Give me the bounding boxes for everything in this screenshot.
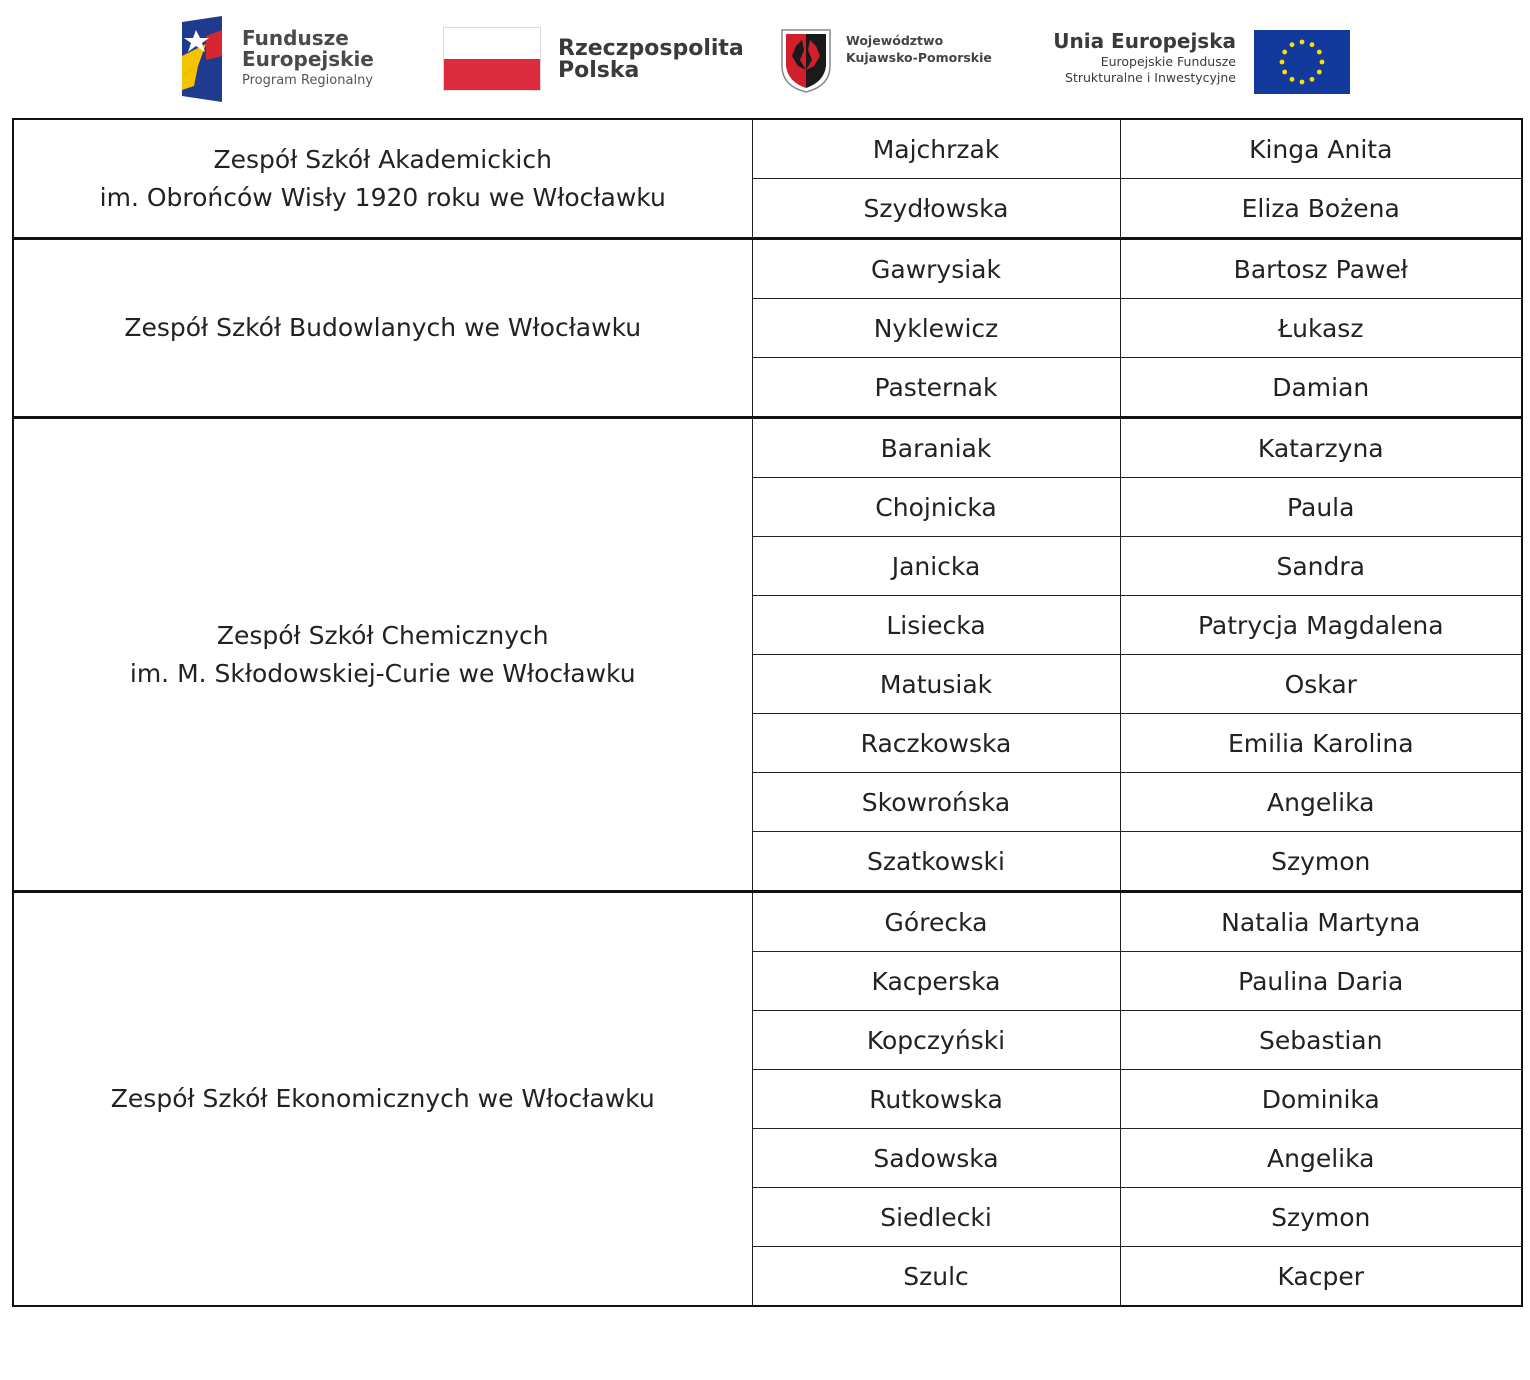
fe-line3: Program Regionalny <box>242 73 373 88</box>
school-name-line: Zespół Szkół Akademickich <box>213 144 552 174</box>
surname-cell: Siedlecki <box>752 1188 1120 1247</box>
first-names-cell: Damian <box>1120 358 1522 418</box>
first-names-cell: Bartosz Paweł <box>1120 239 1522 299</box>
first-names-cell: Sebastian <box>1120 1011 1522 1070</box>
surname-cell: Baraniak <box>752 418 1120 478</box>
student-table <box>12 118 1523 1307</box>
eu-star-icon <box>1282 50 1287 55</box>
school-name-line: Zespół Szkół Chemicznych <box>216 620 549 650</box>
surname-cell: Szatkowski <box>752 832 1120 892</box>
eu-star-icon <box>1290 77 1295 82</box>
first-names-cell: Szymon <box>1120 1188 1522 1247</box>
surname-cell: Szulc <box>752 1247 1120 1307</box>
first-names-cell: Patrycja Magdalena <box>1120 596 1522 655</box>
table-row <box>13 119 1522 179</box>
first-names-cell: Kacper <box>1120 1247 1522 1307</box>
first-names-cell: Paulina Daria <box>1120 952 1522 1011</box>
kujawsko-pomorskie-crest-icon <box>778 26 834 94</box>
school-name-cell <box>13 119 752 239</box>
eu-star-icon <box>1290 42 1295 47</box>
surname-cell: Gawrysiak <box>752 239 1120 299</box>
eu-star-icon <box>1300 80 1305 85</box>
rp-line2: Polska <box>558 58 640 83</box>
table-row <box>13 239 1522 299</box>
surname-cell: Szydłowska <box>752 179 1120 239</box>
kp-line1: Województwo <box>846 33 944 48</box>
school-name-cell <box>13 418 752 892</box>
eu-star-icon <box>1300 40 1305 45</box>
wojewodztwo-text <box>846 32 992 66</box>
fundusze-europejskie-icon <box>176 16 228 102</box>
first-names-cell: Oskar <box>1120 655 1522 714</box>
first-names-cell: Szymon <box>1120 832 1522 892</box>
surname-cell: Lisiecka <box>752 596 1120 655</box>
eu-flag-icon <box>1254 30 1350 94</box>
surname-cell: Kacperska <box>752 952 1120 1011</box>
school-name-line: Zespół Szkół Budowlanych we Włocławku <box>124 313 642 342</box>
school-name-line: im. Obrońców Wisły 1920 roku we Włocławku <box>99 182 666 212</box>
fe-line1: Fundusze <box>242 26 349 50</box>
kp-line2: Kujawsko-Pomorskie <box>846 50 992 65</box>
surname-cell: Raczkowska <box>752 714 1120 773</box>
logo-bar <box>0 0 1530 118</box>
eu-star-icon <box>1310 42 1315 47</box>
school-name-cell <box>13 239 752 418</box>
surname-cell: Górecka <box>752 892 1120 952</box>
school-name-cell <box>13 892 752 1307</box>
ue-line2: Europejskie Fundusze <box>1100 54 1236 69</box>
first-names-cell: Angelika <box>1120 1129 1522 1188</box>
fe-line2: Europejskie <box>242 47 374 71</box>
student-table-body <box>13 119 1522 1306</box>
surname-cell: Sadowska <box>752 1129 1120 1188</box>
first-names-cell: Kinga Anita <box>1120 119 1522 179</box>
surname-cell: Kopczyński <box>752 1011 1120 1070</box>
rzeczpospolita-polska-logo <box>444 28 744 94</box>
surname-cell: Chojnicka <box>752 478 1120 537</box>
school-name-line: Zespół Szkół Ekonomicznych we Włocławku <box>110 1084 655 1113</box>
wojewodztwo-logo <box>778 26 1018 96</box>
surname-cell: Janicka <box>752 537 1120 596</box>
surname-cell: Matusiak <box>752 655 1120 714</box>
table-row <box>13 418 1522 478</box>
eu-star-icon <box>1320 60 1325 65</box>
unia-europejska-text <box>1053 28 1236 86</box>
fundusze-europejskie-logo <box>176 14 396 104</box>
first-names-cell: Emilia Karolina <box>1120 714 1522 773</box>
surname-cell: Nyklewicz <box>752 299 1120 358</box>
eu-star-icon <box>1317 50 1322 55</box>
surname-cell: Skowrońska <box>752 773 1120 832</box>
first-names-cell: Łukasz <box>1120 299 1522 358</box>
table-row <box>13 892 1522 952</box>
eu-star-icon <box>1317 70 1322 75</box>
school-name-line: im. M. Skłodowskiej-Curie we Włocławku <box>129 658 636 688</box>
fundusze-europejskie-text <box>242 28 374 92</box>
eu-star-icon <box>1310 77 1315 82</box>
surname-cell: Majchrzak <box>752 119 1120 179</box>
eu-star-icon <box>1282 70 1287 75</box>
first-names-cell: Katarzyna <box>1120 418 1522 478</box>
polish-flag-icon <box>444 28 540 90</box>
first-names-cell: Paula <box>1120 478 1522 537</box>
first-names-cell: Eliza Bożena <box>1120 179 1522 239</box>
rzeczpospolita-text <box>558 38 744 82</box>
ue-line3: Strukturalne i Inwestycyjne <box>1065 70 1236 85</box>
first-names-cell: Dominika <box>1120 1070 1522 1129</box>
surname-cell: Rutkowska <box>752 1070 1120 1129</box>
rp-line1: Rzeczpospolita <box>558 36 744 61</box>
unia-europejska-logo <box>1040 28 1360 94</box>
first-names-cell: Sandra <box>1120 537 1522 596</box>
eu-star-icon <box>1280 60 1285 65</box>
first-names-cell: Angelika <box>1120 773 1522 832</box>
surname-cell: Pasternak <box>752 358 1120 418</box>
first-names-cell: Natalia Martyna <box>1120 892 1522 952</box>
ue-line1: Unia Europejska <box>1053 29 1236 53</box>
